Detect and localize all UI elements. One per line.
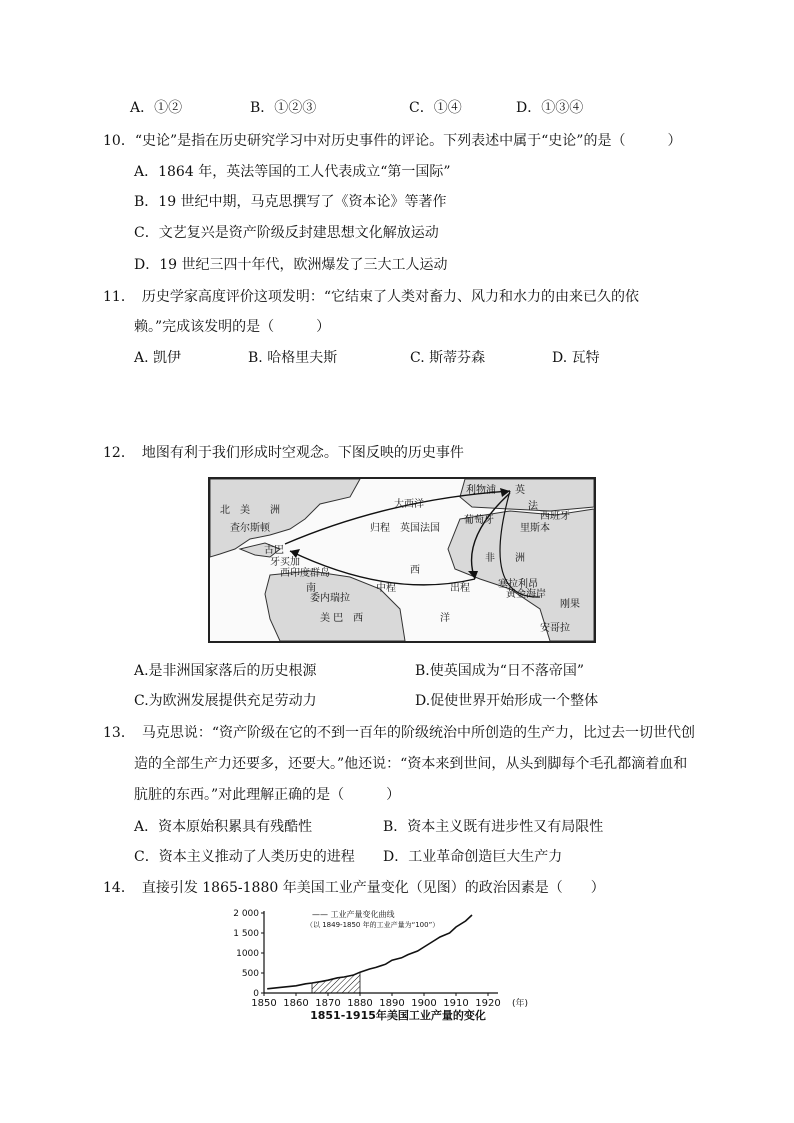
map-label-france: 法	[528, 501, 538, 512]
q12-option-c: C.为欧洲发展提供充足劳动力	[134, 693, 317, 709]
map-label-middle-passage: 中程	[376, 583, 396, 594]
chart-title: 1851-1915年美国工业产量的变化	[310, 1009, 486, 1022]
map-label-return: 归程 英国法国	[370, 523, 440, 534]
q11-option-c: C. 斯蒂芬森	[410, 350, 486, 366]
y-tick-label: 2 000	[233, 909, 259, 919]
x-tick-label: 1910	[443, 998, 469, 1009]
q13-option-b: B．资本主义既有进步性又有局限性	[383, 819, 604, 835]
q13-line1: 13． 马克思说：“资产阶级在它的不到一百年的阶级统治中所创造的生产力，比过去一切世代创	[103, 725, 695, 741]
map-label-angola: 安哥拉	[540, 623, 570, 634]
map-label-outbound: 出程	[450, 583, 470, 594]
map-label-south: 南	[306, 583, 316, 594]
map-label-liverpool: 利物浦	[466, 485, 496, 496]
q12-option-b: B.使英国成为“日不落帝国”	[415, 663, 585, 679]
y-tick-label: 0	[253, 989, 259, 999]
q11-stem-line2: 赖。”完成该发明的是（ ）	[134, 319, 331, 335]
map-label-atlantic: 大西洋	[394, 499, 424, 510]
chart-legend-note: （以 1849-1850 年的工业产量为“100”）	[306, 921, 440, 929]
x-unit-label: (年)	[512, 999, 529, 1009]
q11-option-d: D. 瓦特	[552, 350, 600, 366]
map-label-venezuela: 委内瑞拉	[310, 593, 350, 604]
map-label-portugal: 葡萄牙	[464, 515, 494, 526]
q10-stem: 10．“史论”是指在历史研究学习中对历史事件的评论。下列表述中属于“史论”的是（ ）	[103, 133, 682, 149]
map-label-africa: 非 洲	[485, 553, 525, 564]
q10-option-b: B．19 世纪中期，马克思撰写了《资本论》等著作	[134, 194, 447, 210]
map-label-brazil: 美 巴 西	[320, 613, 364, 624]
x-tick-label: 1850	[251, 998, 277, 1009]
q12-option-a: A.是非洲国家落后的历史根源	[134, 663, 317, 679]
q10-option-a: A．1864 年，英法等国的工人代表成立“第一国际”	[134, 164, 451, 180]
map-label-jamaica: 牙买加	[270, 557, 300, 568]
triangular-trade-map	[208, 477, 596, 643]
map-label-ocean: 洋	[440, 613, 450, 624]
chart-legend: —— 工业产量变化曲线	[312, 910, 395, 919]
x-tick-label: 1920	[475, 998, 501, 1009]
north-america-land	[210, 479, 360, 557]
map-label-cuba: 古巴	[264, 545, 284, 556]
q13-option-d: D．工业革命创造巨大生产力	[383, 849, 563, 865]
map-label-charleston: 查尔斯顿	[230, 523, 270, 534]
industrial-output-chart	[226, 905, 570, 1025]
y-tick-label: 1 500	[233, 929, 259, 939]
map-label-north-america: 北 美 洲	[220, 505, 280, 516]
map-label-west-indies: 西印度群岛	[280, 568, 330, 579]
q10-option-d: D．19 世纪三四十年代，欧洲爆发了三大工人运动	[134, 257, 448, 273]
q9-option-d: D．①③④	[516, 100, 584, 116]
q13-option-c: C．资本主义推动了人类历史的进程	[134, 849, 355, 865]
q9-option-a: A．①②	[130, 100, 183, 116]
q11-stem-line1: 11． 历史学家高度评价这项发明：“它结束了人类对畜力、风力和水力的由来已久的依	[103, 289, 639, 305]
x-tick-label: 1860	[283, 998, 309, 1009]
map-label-britain: 英	[515, 485, 525, 496]
y-tick-label: 1000	[236, 949, 259, 959]
q9-option-b: B．①②③	[250, 100, 317, 116]
q12-stem: 12． 地图有利于我们形成时空观念。下图反映的历史事件	[103, 445, 464, 461]
q14-stem: 14． 直接引发 1865-1880 年美国工业产量变化（见图）的政治因素是（ ）	[103, 880, 605, 896]
q13-line3: 肮脏的东西。”对此理解正确的是（ ）	[134, 787, 401, 803]
q11-option-a: A. 凯伊	[134, 350, 182, 366]
y-tick-label: 500	[241, 969, 259, 979]
map-label-west: 西	[410, 565, 420, 576]
x-tick-label: 1890	[379, 998, 405, 1009]
x-tick-label: 1900	[411, 998, 437, 1009]
q12-option-d: D.促使世界开始形成一个整体	[415, 693, 599, 709]
map-label-lisbon: 里斯本	[520, 523, 550, 534]
x-tick-label: 1880	[347, 998, 373, 1009]
q13-line2: 造的全部生产力还要多，还要大。”他还说：“资本来到世间，从头到脚每个毛孔都滴着血和	[134, 756, 688, 772]
chart-svg	[226, 905, 570, 1025]
map-label-spain: 西班牙	[540, 511, 570, 522]
q9-option-c: C．①④	[409, 100, 462, 116]
map-label-sierra: 塞拉利昂	[498, 579, 538, 590]
q13-option-a: A．资本原始积累具有残酷性	[134, 819, 313, 835]
q10-option-c: C．文艺复兴是资产阶级反封建思想文化解放运动	[134, 225, 439, 241]
x-tick-label: 1870	[315, 998, 341, 1009]
q11-option-b: B. 哈格里夫斯	[248, 350, 338, 366]
map-label-gold-coast: 黄金海岸	[506, 589, 546, 600]
map-label-congo: 刚果	[560, 599, 580, 610]
